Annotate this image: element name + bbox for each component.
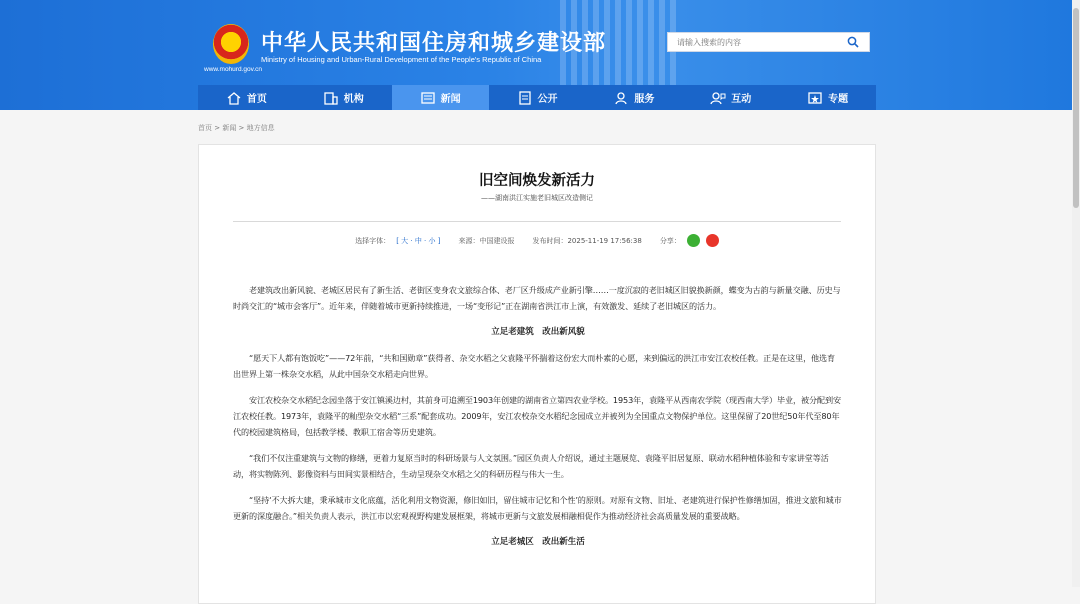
site-header — [0, 0, 1072, 110]
breadcrumb: 首页 > 新闻 > 地方信息 — [198, 124, 275, 132]
breadcrumb-local-info[interactable]: 地方信息 — [246, 124, 275, 132]
article-paragraph: 安江农校杂交水稻纪念园坐落于安江镇溪边村，其前身可追溯至1903年创建的湖南省立第四农业学校。1953年，袁隆平从西南农学院（现西南大学）毕业，被分配到安江农校任教。1973年，袁隆平的籼型杂交水稻“三系”配套成功。2009年，安江农校杂交水稻纪念园成立并被列为全国重点文物保护单位。这里保留了20世纪50年代至80年代的校园建筑格局，包括教学楼、教职工宿舍等历史建筑。 — [233, 395, 841, 437]
nav-item-label: 服务 — [634, 94, 655, 105]
share-label: 分享： — [659, 236, 681, 245]
publish-time: 发布时间：2025-11-19 17:56:38 — [532, 236, 642, 245]
nav-item-organization[interactable] — [295, 85, 392, 110]
service-icon — [613, 91, 629, 105]
interaction-icon — [710, 91, 726, 105]
main-nav — [198, 85, 876, 110]
article-meta — [199, 234, 875, 247]
weibo-share-icon[interactable] — [706, 234, 719, 247]
site-url: www.mohurd.gov.cn — [204, 66, 263, 73]
font-size-label: 选择字体： — [355, 236, 391, 245]
nav-item-label: 机构 — [343, 94, 364, 105]
breadcrumb-news[interactable]: 新闻 — [222, 124, 237, 132]
article-paragraph: 老建筑改出新风貌、老城区居民有了新生活、老街区变身农文旅综合体、老厂区升级成产业新引擎……一度沉寂的老旧城区旧貌换新颜，蝶变为古韵与新量交融、历史与时尚交汇的“城市会客厅”。近年来，伴随着城市更新持续推进，一场“变形记”正在湖南省洪江市上演，有效激发、延续了老旧城区的活力。 — [233, 285, 841, 311]
article-body — [233, 282, 843, 560]
building-icon — [323, 91, 339, 105]
search-icon[interactable] — [847, 36, 859, 48]
nav-item-label: 首页 — [246, 94, 267, 105]
article-card — [198, 144, 876, 604]
nav-item-home[interactable] — [198, 85, 295, 110]
section-heading: 立足老城区 改出新生活 — [491, 537, 585, 547]
site-subtitle: Ministry of Housing and Urban-Rural Development of the People's Republic of China — [261, 55, 542, 64]
nav-item-service[interactable] — [585, 85, 682, 110]
nav-item-public[interactable] — [489, 85, 586, 110]
nav-item-label: 互动 — [731, 94, 752, 105]
font-size-selector[interactable]: [ 大 · 中 · 小 ] — [396, 236, 441, 245]
nav-item-topics[interactable] — [779, 85, 876, 110]
article-paragraph: “坚持‘不大拆大建，秉承城市文化底蕴，活化利用文物资源，修旧如旧，留住城市记忆和个性’的原则。对原有文物、旧址、老建筑进行保护性修缮加固，推进文旅和城市更新的深度融合。”相关负责人表示，洪江市以宏观视野构建发展框架，将城市更新与文旅发展相融相促作为推动经济社会高质量发展的重要战略。 — [233, 495, 842, 521]
site-title[interactable]: 中华人民共和国住房和城乡建设部 — [261, 31, 607, 56]
section-heading: 立足老建筑 改出新风貌 — [491, 327, 585, 337]
page-scrollbar[interactable] — [1072, 0, 1080, 587]
article-paragraph: “愿天下人都有饱饭吃”——72年前，“共和国勋章”获得者、杂交水稻之父袁隆平怀揣着这份宏大而朴素的心愿，来到偏远的洪江市安江农校任教。正是在这里，他选育出世界上第一株杂交水稻，从此中国杂交水稻走向世界。 — [233, 353, 836, 379]
article-title: 旧空间焕发新活力 — [479, 173, 595, 189]
article-source: 来源：中国建设报 — [458, 236, 515, 245]
nav-item-label: 新闻 — [440, 94, 461, 105]
nav-item-news[interactable] — [392, 85, 489, 110]
national-emblem-icon[interactable] — [213, 24, 249, 64]
search-input[interactable] — [668, 33, 843, 51]
topic-icon — [807, 91, 823, 105]
article-paragraph: “我们不仅注重建筑与文物的修缮，更着力复原当时的科研场景与人文氛围。”园区负责人介绍说，通过主题展览、袁隆平旧居复原、联动水稻种植体验和专家讲堂等活动，将实物陈列、影像资料与田间实景相结合，生动呈现杂交水稻之父的科研历程与伟大一生。 — [233, 453, 829, 479]
search-box — [667, 32, 870, 52]
breadcrumb-home[interactable]: 首页 — [198, 124, 212, 132]
nav-item-interaction[interactable] — [682, 85, 779, 110]
nav-item-label: 公开 — [537, 94, 558, 105]
news-icon — [420, 91, 436, 105]
divider — [233, 221, 841, 222]
wechat-share-icon[interactable] — [687, 234, 700, 247]
nav-item-label: 专题 — [828, 94, 849, 105]
scrollbar-thumb[interactable] — [1073, 8, 1079, 208]
home-icon — [226, 91, 242, 105]
article-subtitle: ——湖南洪江实施老旧城区改造侧记 — [481, 194, 593, 202]
document-icon — [517, 91, 533, 105]
